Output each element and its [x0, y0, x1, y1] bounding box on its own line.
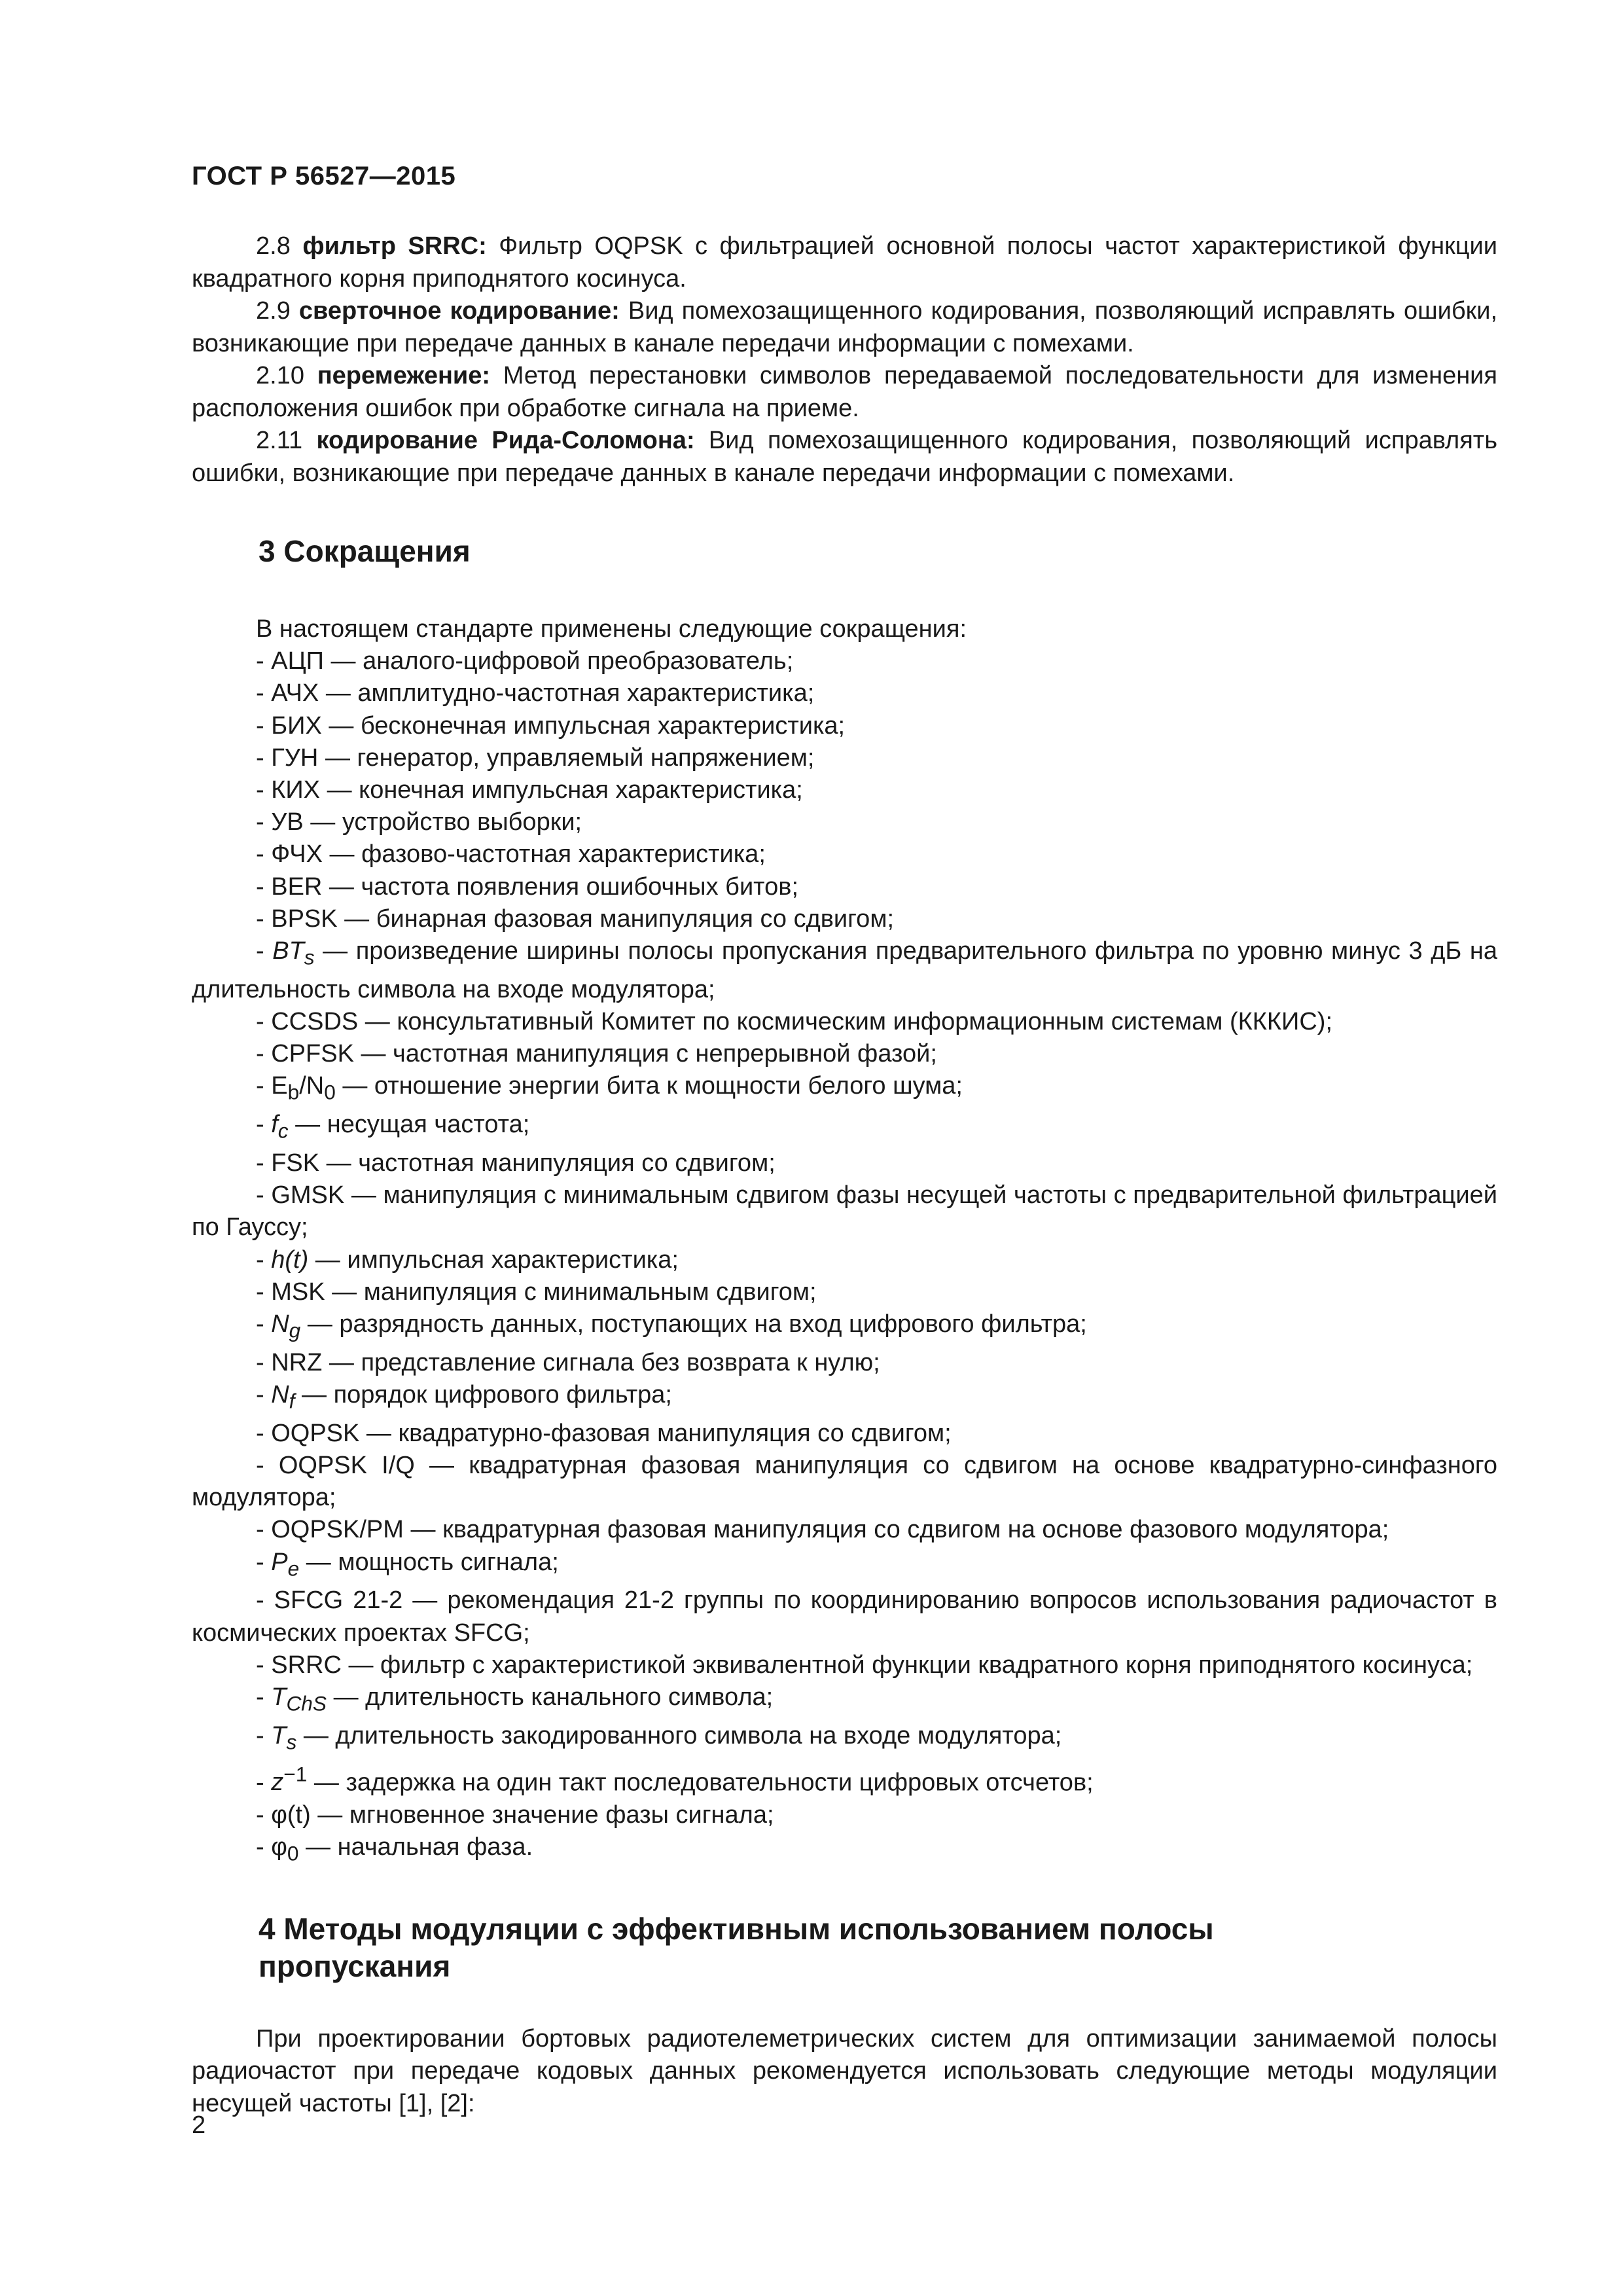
document-header: ГОСТ Р 56527—2015 — [192, 162, 456, 190]
abbreviation-term-subscript: s — [304, 945, 315, 969]
definition-text: Фильтр OQPSK с фильтрацией основной полосы частот характеристикой функции квадратного корня приподнятого косинуса. — [192, 232, 1498, 293]
abbreviation-term-subscript: s — [286, 1730, 297, 1754]
abbreviation-definition: фильтр с характеристикой эквивалентной функции квадратного корня приподнятого косинуса; — [380, 1651, 1473, 1679]
abbreviation-term-main: SRRC — [271, 1651, 342, 1679]
definition-item — [192, 230, 1497, 295]
abbreviations-list — [192, 645, 1497, 1869]
document-body — [192, 230, 1497, 2120]
abbreviation-term-main: MSK — [271, 1278, 325, 1306]
abbreviation-term — [271, 1181, 344, 1209]
abbreviation-term-main: T — [271, 1683, 287, 1712]
abbreviation-definition: консультативный Комитет по космическим информационным системам (КККИС); — [397, 1008, 1332, 1036]
definition-number: 2.10 — [256, 362, 304, 389]
abbreviation-definition: частотная манипуляция со сдвигом; — [358, 1149, 776, 1177]
abbreviation-item: - ГУН — генератор, управляемый напряжением; — [256, 744, 815, 772]
abbreviation-term-subscript: f — [289, 1389, 295, 1413]
abbreviation-term — [271, 744, 318, 772]
abbreviation-term-main: OQPSK/PM — [271, 1516, 404, 1544]
abbreviation-term-main: УВ — [271, 808, 304, 836]
definition-item — [192, 425, 1497, 490]
abbreviation-term-subscript: b — [287, 1081, 300, 1105]
section-4-title-line2: пропускания — [259, 1948, 451, 1983]
abbreviation-term — [271, 1246, 308, 1274]
definition-text: Метод перестановки символов передаваемой последовательности для изменения расположения ошибок при обработке сигнала на приеме. — [192, 362, 1497, 422]
abbreviation-definition: длительность канального символа; — [365, 1683, 774, 1712]
abbreviation-term-after: /N — [299, 1072, 325, 1100]
abbreviation-item: - $T_s$ — длительность закодированного символа на входе модулятора; — [256, 1721, 1062, 1754]
abbreviation-definition: порядок цифрового фильтра; — [333, 1381, 672, 1409]
abbreviation-definition: устройство выборки; — [342, 808, 582, 836]
definitions-list — [192, 230, 1497, 490]
abbreviation-definition: бинарная фазовая манипуляция со сдвигом; — [376, 905, 894, 933]
abbreviation-definition: рекомендация 21-2 группы по координированию вопросов использования радиочастот в космических проектах SFCG; — [192, 1587, 1497, 1647]
abbreviation-item: - OQPSK/PM — квадратурная фазовая манипуляция со сдвигом на основе фазового модулятора; — [256, 1516, 1389, 1544]
abbreviation-term — [271, 1651, 342, 1679]
abbreviation-item: - CPFSK — частотная манипуляция с непрерывной фазой; — [256, 1040, 937, 1068]
abbreviation-item: - АЦП — аналого-цифровой преобразователь; — [256, 647, 794, 675]
abbreviation-term-main: OQPSK I/Q — [278, 1452, 415, 1480]
abbreviation-item: - OQPSK I/Q — квадратурная фазовая манипуляция со сдвигом на основе квадратурно-синфазного модулятора; — [192, 1452, 1497, 1512]
abbreviation-item: - $f_c$ — несущая частота; — [256, 1111, 530, 1143]
abbreviation-term-main: FSK — [271, 1149, 320, 1177]
abbreviation-term — [279, 1452, 415, 1479]
abbreviation-item: - $T_{ChS}$ — длительность канального символа; — [256, 1683, 774, 1715]
abbreviation-term-subscript: ChS — [286, 1691, 327, 1715]
abbreviation-definition: несущая частота; — [327, 1111, 530, 1139]
abbreviation-term — [271, 1278, 325, 1306]
abbreviation-term-main: P — [271, 1548, 288, 1576]
abbreviation-term-main: OQPSK — [271, 1419, 360, 1447]
abbreviation-item: - h(t) — импульсная характеристика; — [256, 1246, 679, 1274]
definition-text: Вид помехозащищенного кодирования, позволяющий исправлять ошибки, возникающие при передаче данных в канале передачи информации с помехами. — [192, 427, 1497, 487]
abbreviation-term-main: BER — [271, 872, 323, 901]
abbreviation-term — [271, 1762, 308, 1797]
abbreviation-term-main: CPFSK — [271, 1040, 354, 1068]
abbreviation-definition: манипуляция с минимальным сдвигом; — [363, 1278, 817, 1306]
abbreviation-definition: квадратурная фазовая манипуляция со сдвигом на основе квадратурно-синфазного модулятора; — [192, 1452, 1497, 1512]
abbreviation-item: - SRRC — фильтр с характеристикой эквивалентной функции квадратного корня приподнятого косинуса; — [256, 1651, 1473, 1679]
abbreviation-term-main: BT — [272, 937, 304, 965]
abbreviation-term-main: E — [271, 1072, 288, 1100]
abbreviation-definition: частота появления ошибочных битов; — [361, 872, 799, 901]
abbreviation-term — [271, 712, 322, 740]
section-4-text: При проектировании бортовых радиотелеметрических систем для оптимизации занимаемой полосы радиочастот при передаче кодовых данных рекомендуется использовать следующие методы модуляции несущей частоты [1], [2]: — [192, 2024, 1497, 2117]
section-4-title-line1: 4 Методы модуляции с эффективным использованием полосы — [259, 1911, 1214, 1946]
abbreviation-term — [271, 1008, 358, 1035]
abbreviation-term-subscript: e — [287, 1556, 300, 1581]
abbreviation-item: - КИХ — конечная импульсная характеристика; — [256, 776, 803, 804]
abbreviation-definition: начальная фаза. — [337, 1833, 533, 1861]
abbreviation-term — [271, 1111, 289, 1143]
abbreviation-term — [271, 1310, 301, 1342]
abbreviation-item: - φ(t) — мгновенное значение фазы сигнала; — [256, 1801, 774, 1829]
abbreviation-definition: задержка на один такт последовательности цифровых отсчетов; — [346, 1768, 1094, 1797]
abbreviation-definition: разрядность данных, поступающих на вход цифрового фильтра; — [339, 1310, 1087, 1338]
abbreviation-term — [271, 647, 324, 675]
abbreviation-term — [271, 1349, 322, 1376]
abbreviation-term-main: N — [271, 1381, 289, 1409]
abbreviation-term-main: φ — [271, 1833, 287, 1861]
abbreviation-term — [271, 1072, 336, 1105]
abbreviation-definition: мгновенное значение фазы сигнала; — [349, 1801, 774, 1829]
abbreviation-term — [271, 873, 322, 901]
definition-number: 2.9 — [256, 297, 291, 325]
abbreviation-item: - $\varphi_0$ — начальная фаза. — [256, 1833, 533, 1865]
abbreviation-item: - CCSDS — консультативный Комитет по космическим информационным системам (КККИС); — [256, 1008, 1332, 1036]
abbreviation-definition: конечная импульсная характеристика; — [359, 776, 803, 804]
abbreviation-item: - УВ — устройство выборки; — [256, 808, 582, 836]
abbreviation-definition: квадратурно-фазовая манипуляция со сдвигом; — [398, 1419, 952, 1447]
abbreviation-item: - NRZ — представление сигнала без возврата к нулю; — [256, 1348, 880, 1376]
abbreviation-item: - АЧХ — амплитудно-частотная характеристика; — [256, 679, 815, 708]
abbreviation-definition: фазово-частотная характеристика; — [361, 840, 766, 869]
abbreviation-item: - $z^{-1}$ — задержка на один такт последовательности цифровых отсчетов; — [256, 1762, 1094, 1797]
section-3-title: 3 Сокращения — [259, 534, 471, 568]
abbreviation-item: - OQPSK — квадратурно-фазовая манипуляция со сдвигом; — [256, 1419, 952, 1447]
abbreviation-term — [271, 1381, 295, 1413]
abbreviation-term-main: КИХ — [271, 776, 321, 804]
definition-term: перемежение: — [317, 362, 491, 389]
abbreviation-term — [271, 905, 337, 933]
abbreviation-term — [271, 1801, 311, 1829]
definition-term: сверточное кодирование: — [298, 297, 620, 325]
section-3-intro: В настоящем стандарте применены следующие сокращения: — [256, 615, 967, 643]
abbreviation-term-main: h(t) — [271, 1246, 309, 1274]
definition-item — [192, 295, 1497, 360]
abbreviation-term-main: АЧХ — [271, 679, 319, 708]
abbreviation-term-main: z — [271, 1768, 284, 1797]
abbreviation-term-main: CCSDS — [271, 1008, 359, 1036]
abbreviation-term — [271, 1683, 327, 1715]
abbreviation-term-main: АЦП — [271, 647, 324, 675]
abbreviation-item: - FSK — частотная манипуляция со сдвигом; — [256, 1149, 776, 1177]
abbreviation-term — [271, 1516, 404, 1543]
abbreviation-term — [271, 808, 304, 836]
abbreviation-term — [271, 1548, 300, 1581]
abbreviation-definition: длительность закодированного символа на входе модулятора; — [335, 1721, 1062, 1749]
abbreviation-term-main: ГУН — [271, 744, 319, 772]
abbreviation-definition: аналого-цифровой преобразователь; — [363, 647, 794, 675]
abbreviation-term — [271, 1833, 299, 1865]
abbreviation-term-main: NRZ — [271, 1348, 323, 1376]
abbreviation-definition: произведение ширины полосы пропускания предварительного фильтра по уровню минус 3 дБ на длительность символа на входе модулятора; — [192, 937, 1497, 1003]
abbreviation-term-main: БИХ — [271, 711, 322, 740]
abbreviation-term — [271, 1040, 354, 1067]
definition-term: кодирование Рида-Соломона: — [316, 427, 695, 454]
abbreviation-term-main: ФЧХ — [271, 840, 323, 869]
abbreviation-item: - $N_g$ — разрядность данных, поступающих на вход цифрового фильтра; — [256, 1310, 1087, 1342]
abbreviation-definition: представление сигнала без возврата к нулю; — [361, 1348, 880, 1376]
abbreviation-item: - BPSK — бинарная фазовая манипуляция со сдвигом; — [256, 905, 894, 933]
abbreviation-definition: манипуляция с минимальным сдвигом фазы несущей частоты с предварительной фильтрацией по Гауссу; — [192, 1181, 1497, 1242]
abbreviation-term — [271, 1420, 359, 1447]
abbreviation-term — [274, 1587, 403, 1614]
abbreviation-term-main: φ(t) — [271, 1801, 311, 1829]
abbreviation-term-main: f — [271, 1111, 278, 1139]
abbreviation-definition: мощность сигнала; — [338, 1548, 559, 1576]
abbreviation-term — [272, 937, 315, 969]
abbreviation-item: - ФЧХ — фазово-частотная характеристика; — [256, 840, 766, 869]
abbreviation-term — [271, 1721, 297, 1754]
abbreviation-item: - SFCG 21-2 — рекомендация 21-2 группы по координированию вопросов использования радиочастот в космических проектах SFCG; — [192, 1587, 1497, 1647]
abbreviation-term — [271, 776, 320, 804]
abbreviation-definition: частотная манипуляция с непрерывной фазой; — [393, 1040, 937, 1068]
abbreviation-item: - $BT_s$ — произведение ширины полосы пропускания предварительного фильтра по уровню минус 3 дБ на длительность символа на входе модулятора; — [192, 937, 1497, 1003]
abbreviation-term — [271, 840, 323, 868]
definition-text: Вид помехозащищенного кодирования, позволяющий исправлять ошибки, возникающие при передаче данных в канале передачи информации с помехами. — [192, 297, 1498, 357]
abbreviation-definition: генератор, управляемый напряжением; — [357, 744, 815, 772]
abbreviation-item: - BER — частота появления ошибочных битов; — [256, 872, 799, 901]
abbreviation-definition: амплитудно-частотная характеристика; — [357, 679, 815, 708]
abbreviation-definition: отношение энергии бита к мощности белого шума; — [374, 1072, 963, 1100]
section-4-title — [192, 1910, 1497, 1985]
definition-number: 2.8 — [256, 232, 291, 260]
abbreviation-term — [271, 1149, 319, 1177]
abbreviation-item: - GMSK — манипуляция с минимальным сдвигом фазы несущей частоты с предварительной фильтрацией по Гауссу; — [192, 1181, 1497, 1242]
abbreviation-term-main: BPSK — [271, 905, 338, 933]
abbreviation-term-main: N — [271, 1310, 289, 1338]
abbreviation-item: - MSK — манипуляция с минимальным сдвигом; — [256, 1278, 817, 1306]
abbreviation-term-superscript: −1 — [283, 1762, 308, 1786]
abbreviation-term-subscript: 0 — [287, 1841, 299, 1865]
abbreviation-term-subscript: g — [289, 1318, 301, 1342]
abbreviation-term-main: SFCG 21-2 — [274, 1587, 403, 1615]
abbreviation-item: - БИХ — бесконечная импульсная характеристика; — [256, 711, 846, 740]
abbreviation-definition: импульсная характеристика; — [347, 1246, 679, 1274]
abbreviation-term-main: GMSK — [271, 1181, 345, 1210]
abbreviation-term-subscript: c — [277, 1119, 289, 1143]
definition-number: 2.11 — [256, 427, 303, 454]
abbreviation-item: - $N_f$ — порядок цифрового фильтра; — [256, 1381, 672, 1413]
abbreviation-definition: квадратурная фазовая манипуляция со сдвигом на основе фазового модулятора; — [442, 1516, 1389, 1544]
definition-term: фильтр SRRC: — [302, 232, 487, 260]
abbreviation-item: - $P_e$ — мощность сигнала; — [256, 1548, 559, 1581]
abbreviation-term-subscript-2: 0 — [324, 1081, 336, 1105]
abbreviation-definition: бесконечная импульсная характеристика; — [360, 711, 846, 740]
abbreviation-term — [271, 679, 319, 707]
definition-item — [192, 360, 1497, 425]
abbreviation-item: - $E_b/N_0$ — отношение энергии бита к мощности белого шума; — [256, 1072, 963, 1105]
page-number: 2 — [192, 2111, 206, 2139]
abbreviation-term-main: T — [271, 1721, 287, 1749]
